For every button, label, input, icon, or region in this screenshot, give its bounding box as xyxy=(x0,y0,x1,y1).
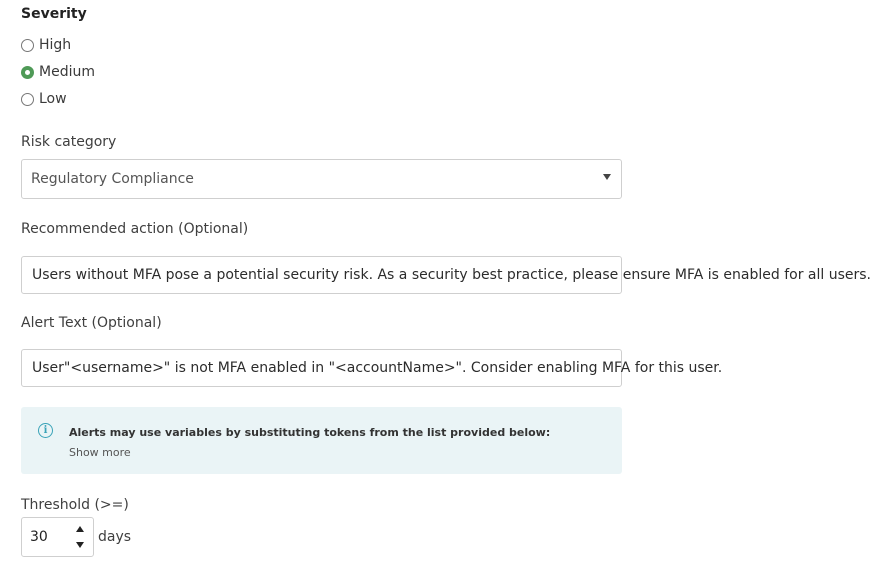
recommended-action-value: Users without MFA pose a potential security risk. As a security best practice, please ensure MFA is enabled for all users. xyxy=(32,267,871,283)
radio-button-low[interactable] xyxy=(21,93,34,106)
show-more-link[interactable]: Show more xyxy=(69,446,131,459)
threshold-label: Threshold (>=) xyxy=(21,497,129,513)
severity-option-low[interactable] xyxy=(21,89,67,109)
threshold-stepper[interactable] xyxy=(21,517,94,557)
arrow-down-icon[interactable] xyxy=(76,542,84,548)
recommended-action-input[interactable] xyxy=(21,256,871,294)
info-banner xyxy=(21,407,622,474)
recommended-action-label: Recommended action (Optional) xyxy=(21,221,249,237)
severity-option-label: High xyxy=(39,37,72,53)
alert-text-label: Alert Text (Optional) xyxy=(21,315,162,331)
alert-text-input[interactable] xyxy=(21,349,723,387)
risk-category-value: Regulatory Compliance xyxy=(31,171,194,187)
severity-title: Severity xyxy=(21,6,87,22)
radio-button-medium[interactable] xyxy=(21,66,34,79)
threshold-unit: days xyxy=(98,529,132,545)
severity-option-label: Low xyxy=(39,91,67,107)
risk-category-label: Risk category xyxy=(21,134,117,150)
severity-option-label: Medium xyxy=(39,64,95,80)
severity-option-medium[interactable] xyxy=(21,62,95,82)
stepper-arrows xyxy=(75,523,85,551)
severity-option-high[interactable] xyxy=(21,35,71,55)
dropdown-caret-icon xyxy=(603,174,611,180)
info-message: Alerts may use variables by substituting tokens from the list provided below: xyxy=(69,426,551,439)
alert-text-value: User"<username>" is not MFA enabled in "<accountName>". Consider enabling MFA for this user. xyxy=(32,360,723,376)
threshold-value: 30 xyxy=(30,529,48,545)
arrow-up-icon[interactable] xyxy=(76,526,84,532)
info-icon: i xyxy=(38,423,53,438)
risk-category-select[interactable] xyxy=(21,159,622,199)
radio-button-high[interactable] xyxy=(21,39,34,52)
